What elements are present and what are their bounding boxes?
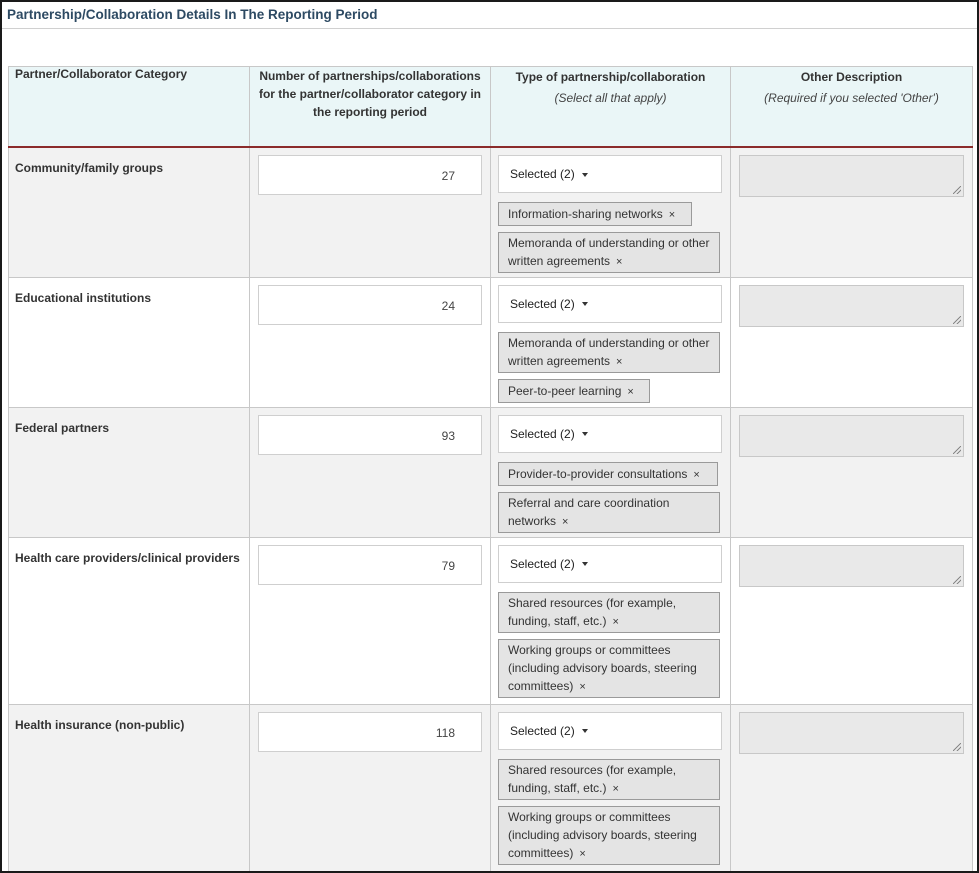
remove-tag-icon[interactable]: × [612, 615, 619, 628]
resize-grip-icon[interactable] [953, 576, 961, 584]
header-count-label: Number of partnerships/collaborations for the partner/collaborator category in the reporting period [258, 69, 482, 119]
type-multiselect[interactable] [498, 545, 722, 583]
remove-tag-icon[interactable]: × [693, 468, 700, 481]
header-category [9, 67, 250, 148]
partnership-table [8, 66, 973, 872]
header-type [491, 67, 731, 148]
selected-tag [498, 202, 692, 226]
tag-label: Memoranda of understanding or other written agreements [508, 335, 710, 368]
multiselect-label: Selected (2) [510, 426, 575, 441]
selected-tag [498, 806, 720, 865]
table-row [9, 407, 973, 537]
tag-label: Provider-to-provider consultations [508, 466, 688, 481]
count-input[interactable]: 93 [258, 415, 482, 455]
count-input[interactable]: 24 [258, 285, 482, 325]
selected-tag [498, 379, 650, 403]
count-input[interactable]: 27 [258, 155, 482, 195]
table-row [9, 704, 973, 871]
selected-tags [498, 586, 722, 698]
category-label: Educational institutions [15, 290, 152, 305]
selected-tags [498, 456, 722, 533]
other-description-textarea[interactable] [739, 155, 964, 197]
other-description-textarea[interactable] [739, 415, 964, 457]
tag-label: Peer-to-peer learning [508, 383, 622, 398]
header-type-label: Type of partnership/collaboration [515, 70, 706, 84]
multiselect-label: Selected (2) [510, 556, 575, 571]
selected-tags [498, 753, 722, 865]
type-multiselect[interactable] [498, 712, 722, 750]
selected-tag [498, 462, 718, 486]
selected-tag [498, 592, 720, 633]
header-category-label: Partner/Collaborator Category [15, 67, 188, 81]
table-row [9, 277, 973, 407]
caret-down-icon [582, 729, 588, 733]
selected-tag [498, 232, 720, 273]
tag-label: Shared resources (for example, funding, staff, etc.) [508, 595, 677, 628]
remove-tag-icon[interactable]: × [616, 256, 623, 268]
header-other-hint: (Required if you selected 'Other') [764, 91, 939, 105]
remove-tag-icon[interactable]: × [627, 385, 634, 398]
caret-down-icon [582, 562, 588, 566]
remove-tag-icon[interactable]: × [579, 680, 586, 693]
multiselect-label: Selected (2) [510, 167, 575, 181]
table-row [9, 537, 973, 704]
resize-grip-icon[interactable] [953, 316, 961, 324]
header-type-hint: (Select all that apply) [554, 91, 667, 105]
resize-grip-icon[interactable] [953, 743, 961, 751]
section-title: Partnership/Collaboration Details In The Reporting Period [2, 2, 977, 29]
selected-tags [498, 196, 722, 273]
tag-label: Shared resources (for example, funding, staff, etc.) [508, 762, 677, 795]
remove-tag-icon[interactable]: × [562, 515, 569, 528]
caret-down-icon [582, 432, 588, 436]
other-description-textarea[interactable] [739, 285, 964, 327]
caret-down-icon [582, 302, 588, 306]
tag-label: Information-sharing networks [508, 207, 663, 221]
header-count [250, 67, 491, 148]
tag-label: Working groups or committees (including advisory boards, steering committees) [508, 809, 697, 860]
category-label: Health care providers/clinical providers [15, 550, 240, 565]
remove-tag-icon[interactable]: × [612, 782, 619, 795]
remove-tag-icon[interactable]: × [616, 355, 623, 368]
category-label: Community/family groups [15, 161, 164, 175]
header-other [731, 67, 973, 148]
tag-label: Memoranda of understanding or other written agreements [508, 236, 710, 268]
type-multiselect[interactable] [498, 285, 722, 323]
remove-tag-icon[interactable]: × [579, 847, 586, 860]
selected-tag [498, 759, 720, 800]
selected-tag [498, 492, 720, 533]
multiselect-label: Selected (2) [510, 723, 575, 738]
category-label: Federal partners [15, 420, 110, 435]
count-input[interactable]: 79 [258, 545, 482, 585]
table-header-row [9, 67, 973, 148]
multiselect-label: Selected (2) [510, 296, 575, 311]
type-multiselect[interactable] [498, 415, 722, 453]
selected-tag [498, 639, 720, 698]
other-description-textarea[interactable] [739, 712, 964, 754]
resize-grip-icon[interactable] [953, 186, 961, 194]
caret-down-icon [582, 173, 588, 177]
tag-label: Working groups or committees (including advisory boards, steering committees) [508, 642, 697, 693]
category-label: Health insurance (non-public) [15, 717, 185, 732]
count-input[interactable]: 118 [258, 712, 482, 752]
selected-tags [498, 326, 722, 403]
remove-tag-icon[interactable]: × [668, 209, 676, 221]
header-other-label: Other Description [800, 70, 903, 84]
selected-tag [498, 332, 720, 373]
other-description-textarea[interactable] [739, 545, 964, 587]
table-row [9, 147, 973, 277]
resize-grip-icon[interactable] [953, 446, 961, 454]
tag-label: Referral and care coordination networks [508, 495, 670, 528]
type-multiselect[interactable] [498, 155, 722, 193]
